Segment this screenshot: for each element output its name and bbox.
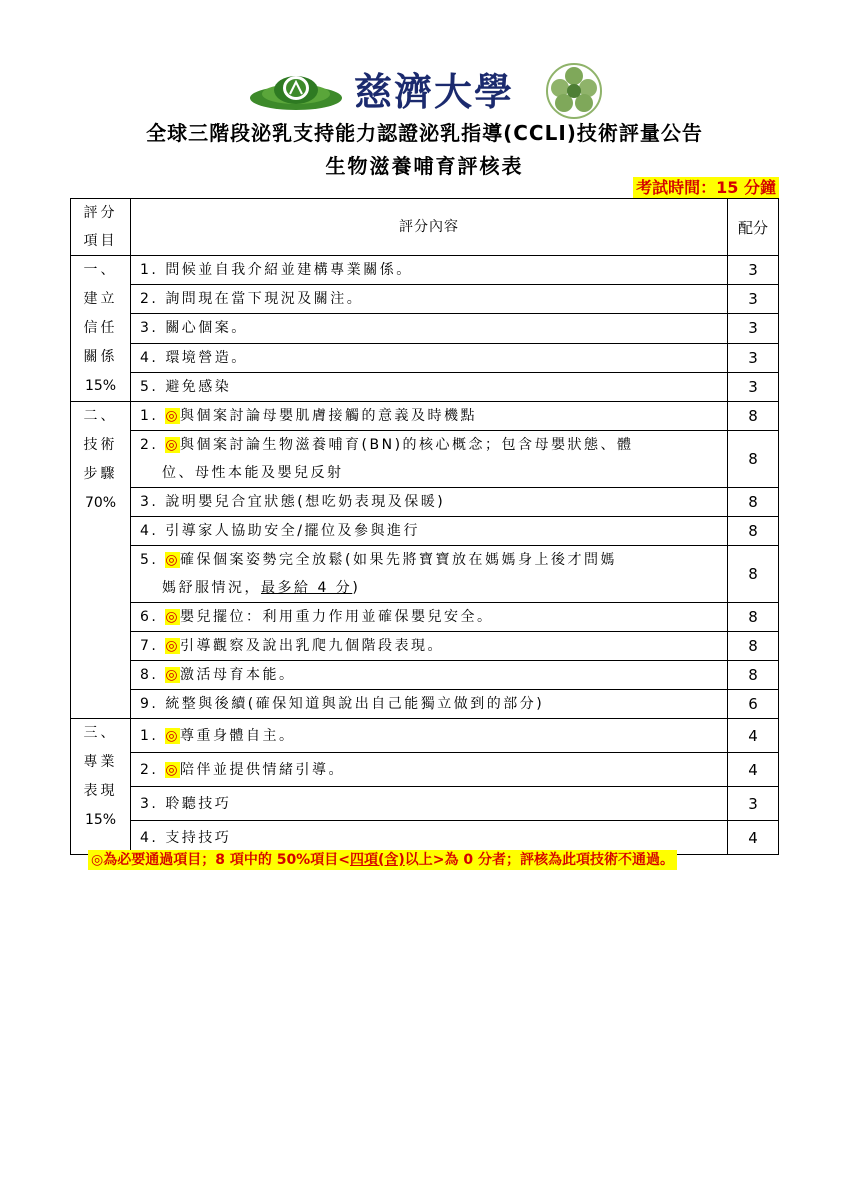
assessment-table xyxy=(70,198,779,855)
table-row xyxy=(71,431,779,488)
item-score: 8 xyxy=(728,632,779,661)
table-row xyxy=(71,661,779,690)
table-row xyxy=(71,719,779,753)
item-content xyxy=(131,690,728,719)
category-line: 三、 xyxy=(83,725,118,741)
table-row xyxy=(71,372,779,401)
footnote xyxy=(88,850,677,870)
item-text-close: ) xyxy=(352,580,361,596)
item-number: 2. xyxy=(140,761,159,778)
item-text: 激活母育本能。 xyxy=(180,667,296,683)
item-number: 5. xyxy=(140,552,159,568)
item-content xyxy=(131,787,728,821)
category-section-3 xyxy=(71,719,131,855)
category-section-1 xyxy=(71,256,131,402)
category-line: 70% xyxy=(84,495,117,511)
table-row xyxy=(71,546,779,603)
item-content xyxy=(131,285,728,314)
item-number: 4. xyxy=(140,349,159,366)
item-number: 7. xyxy=(140,638,159,654)
item-score: 3 xyxy=(728,787,779,821)
item-text: 聆聽技巧 xyxy=(165,795,232,812)
header-category-line2: 項目 xyxy=(83,233,118,249)
item-text: 關心個案。 xyxy=(165,320,248,337)
item-text: 確保個案姿勢完全放鬆(如果先將寶寶放在媽媽身上後才問媽 xyxy=(180,552,617,568)
item-content xyxy=(131,431,728,488)
category-line: 專業 xyxy=(83,754,118,770)
header-category-line1: 評分 xyxy=(83,205,118,221)
page-title: 全球三階段泌乳支持能力認證泌乳指導(CCLI)技術評量公告 xyxy=(146,121,703,145)
item-score: 3 xyxy=(728,314,779,343)
item-number: 6. xyxy=(140,609,159,625)
item-text: 陪伴並提供情緒引導。 xyxy=(180,761,346,778)
required-mark-icon: ◎ xyxy=(165,761,181,778)
item-score: 3 xyxy=(728,343,779,372)
table-row xyxy=(71,314,779,343)
item-text: 引導家人協助安全/擺位及參與進行 xyxy=(165,523,421,539)
footnote-part2: 四項(含) xyxy=(349,852,405,868)
item-content xyxy=(131,603,728,632)
item-score: 6 xyxy=(728,690,779,719)
table-row xyxy=(71,787,779,821)
table-row xyxy=(71,517,779,546)
item-number: 8. xyxy=(140,667,159,683)
item-score: 8 xyxy=(728,661,779,690)
required-mark-icon: ◎ xyxy=(165,667,181,683)
item-score: 3 xyxy=(728,285,779,314)
header-score: 配分 xyxy=(728,199,779,256)
table-row xyxy=(71,753,779,787)
required-mark-icon: ◎ xyxy=(165,727,181,744)
item-score: 3 xyxy=(728,256,779,285)
item-content xyxy=(131,517,728,546)
required-mark-icon: ◎ xyxy=(165,638,181,654)
item-number: 2. xyxy=(140,291,159,308)
item-text: 與個案討論母嬰肌膚接觸的意義及時機點 xyxy=(180,408,478,424)
item-text: 避免感染 xyxy=(165,378,232,395)
category-line: 15% xyxy=(84,812,117,828)
category-section-2 xyxy=(71,402,131,719)
table-row xyxy=(71,256,779,285)
item-text: 問候並自我介紹並建構專業關係。 xyxy=(165,262,413,279)
item-number: 1. xyxy=(140,727,159,744)
item-content xyxy=(131,488,728,517)
item-score: 4 xyxy=(728,753,779,787)
item-text: 與個案討論生物滋養哺育(BN)的核心概念；包含母嬰狀態、體 xyxy=(180,437,634,453)
item-score: 8 xyxy=(728,517,779,546)
item-content xyxy=(131,343,728,372)
category-line: 關係 xyxy=(83,349,118,365)
university-name: 慈濟大學 xyxy=(354,69,515,114)
required-mark-icon: ◎ xyxy=(165,408,181,424)
table-row xyxy=(71,632,779,661)
item-number: 4. xyxy=(140,829,159,846)
item-number: 3. xyxy=(140,494,159,510)
page-subtitle: 生物滋養哺育評核表 xyxy=(325,154,524,178)
category-line: 二、 xyxy=(83,408,118,424)
item-text: 嬰兒擺位：利用重力作用並確保嬰兒安全。 xyxy=(180,609,494,625)
logo-row xyxy=(0,62,849,120)
item-text: 詢問現在當下現況及關注。 xyxy=(165,291,364,308)
table-header-row xyxy=(71,199,779,256)
category-line: 步驟 xyxy=(83,466,118,482)
item-score: 4 xyxy=(728,821,779,855)
item-score: 8 xyxy=(728,431,779,488)
table-row xyxy=(71,285,779,314)
item-content xyxy=(131,372,728,401)
item-text-cont: 媽舒服情況， xyxy=(162,580,261,596)
item-number: 4. xyxy=(140,523,159,539)
footnote-part3: 以上>為 0 分者；評核為此項技術不通過。 xyxy=(404,852,674,868)
category-line: 信任 xyxy=(83,320,118,336)
item-text: 環境營造。 xyxy=(165,349,248,366)
header-category xyxy=(71,199,131,256)
item-score: 3 xyxy=(728,372,779,401)
item-content xyxy=(131,632,728,661)
required-mark-icon: ◎ xyxy=(165,437,181,453)
item-content xyxy=(131,661,728,690)
item-content xyxy=(131,402,728,431)
table-row xyxy=(71,402,779,431)
item-number: 9. xyxy=(140,696,159,712)
item-text: 尊重身體自主。 xyxy=(180,727,296,744)
item-content xyxy=(131,546,728,603)
table-row xyxy=(71,690,779,719)
table-row xyxy=(71,603,779,632)
university-seal-icon xyxy=(544,62,604,120)
item-score: 8 xyxy=(728,546,779,603)
item-content xyxy=(131,256,728,285)
category-line: 表現 xyxy=(83,783,118,799)
required-mark-icon: ◎ xyxy=(165,609,181,625)
item-text-cont: 位、母性本能及嬰兒反射 xyxy=(162,465,344,481)
item-text: 說明嬰兒合宜狀態(想吃奶表現及保暖) xyxy=(165,494,446,510)
item-number: 2. xyxy=(140,437,159,453)
item-text: 引導觀察及說出乳爬九個階段表現。 xyxy=(180,638,445,654)
item-content xyxy=(131,314,728,343)
category-line: 建立 xyxy=(83,291,118,307)
item-content xyxy=(131,719,728,753)
header-content: 評分內容 xyxy=(131,199,728,256)
item-text: 統整與後續(確保知道與說出自己能獨立做到的部分) xyxy=(165,696,545,712)
category-line: 技術 xyxy=(83,437,118,453)
table-row xyxy=(71,488,779,517)
category-line: 15% xyxy=(84,378,117,394)
required-mark-icon: ◎ xyxy=(165,552,181,568)
item-score: 8 xyxy=(728,402,779,431)
item-score: 8 xyxy=(728,488,779,517)
item-text: 支持技巧 xyxy=(165,829,232,846)
item-score: 4 xyxy=(728,719,779,753)
exam-time-badge: 考試時間：15 分鐘 xyxy=(633,177,779,198)
tzuchi-lotus-logo-icon xyxy=(248,68,344,112)
category-line: 一、 xyxy=(83,262,118,278)
item-text-limit: 最多給 4 分 xyxy=(261,580,353,596)
item-number: 1. xyxy=(140,408,159,424)
item-number: 3. xyxy=(140,795,159,812)
item-number: 5. xyxy=(140,378,159,395)
footnote-part1: ◎為必要通過項目；8 項中的 50%項目< xyxy=(91,852,350,868)
table-row xyxy=(71,343,779,372)
item-number: 1. xyxy=(140,262,159,279)
item-content xyxy=(131,753,728,787)
item-number: 3. xyxy=(140,320,159,337)
item-score: 8 xyxy=(728,603,779,632)
